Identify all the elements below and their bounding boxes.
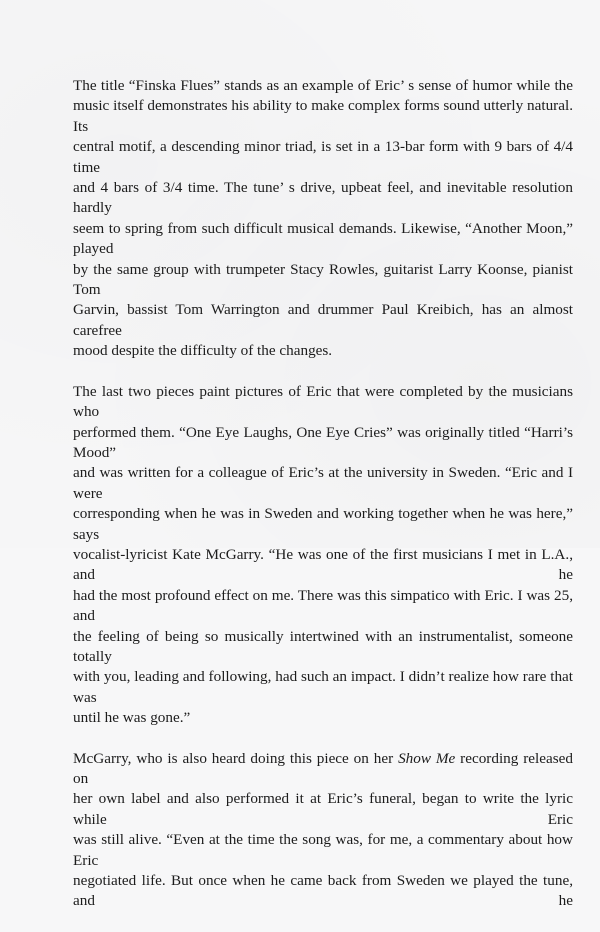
text-line: The title “Finska Flues” stands as an example of Eric’ s sense of humor while the: [73, 77, 573, 94]
text-line: by the same group with trumpeter Stacy Rowles, guitarist Larry Koonse, pianist Tom: [73, 260, 573, 299]
text-line: until he was gone.”: [73, 709, 191, 727]
text-line: mood despite the difficulty of the changes.: [73, 342, 333, 360]
text-line: music itself demonstrates his ability to make complex forms sound utterly natural. Its: [73, 97, 573, 135]
text-line: central motif, a descending minor triad, is set in a 13-bar form with 9 bars of 4/4 time: [73, 138, 573, 176]
paragraph-last-two-pieces: [73, 382, 573, 729]
text-line: her own label and also performed it at Eric’s funeral, began to write the lyric while Eric: [73, 790, 573, 828]
text-fragment: McGarry, who is also heard doing this piece on her: [73, 749, 399, 767]
paragraph-finska-flues: [73, 76, 573, 362]
text-line: performed them. “One Eye Laughs, One Eye Cries” was originally titled “Harri’s Mood”: [73, 423, 573, 461]
body-text: [73, 76, 573, 932]
text-line: and was written for a colleague of Eric’s at the university in Sweden. “Eric and I were: [73, 464, 573, 502]
text-line: negotiated life. But once when he came back from Sweden we played the tune, and he: [73, 872, 573, 910]
text-line: the feeling of being so musically intertwined with an instrumentalist, someone totally: [73, 627, 573, 665]
text-line: with you, leading and following, had such an impact. I didn’t realize how rare that was: [73, 668, 573, 706]
text-line: had the most profound effect on me. There was this simpatico with Eric. I was 25, and: [73, 586, 573, 625]
text-line: Garvin, bassist Tom Warrington and drummer Paul Kreibich, has an almost carefree: [73, 301, 573, 339]
album-title: Show Me: [398, 749, 456, 767]
text-line: The last two pieces paint pictures of Eric that were completed by the musicians who: [73, 382, 573, 421]
text-line: [73, 749, 573, 790]
text-line: seem to spring from such difficult musical demands. Likewise, “Another Moon,” played: [73, 219, 573, 258]
text-fragment: recording released on: [73, 749, 573, 787]
text-line: vocalist-lyricist Kate McGarry. “He was one of the first musicians I met in L.A., and he: [73, 545, 573, 584]
paragraph-mcgarry: [73, 749, 573, 912]
text-line: and 4 bars of 3/4 time. The tune’ s drive, upbeat feel, and inevitable resolution hardly: [73, 179, 573, 217]
text-line: corresponding when he was in Sweden and working together when he was here,” says: [73, 505, 573, 543]
text-line: was still alive. “Even at the time the song was, for me, a commentary about how Eric: [73, 831, 573, 869]
